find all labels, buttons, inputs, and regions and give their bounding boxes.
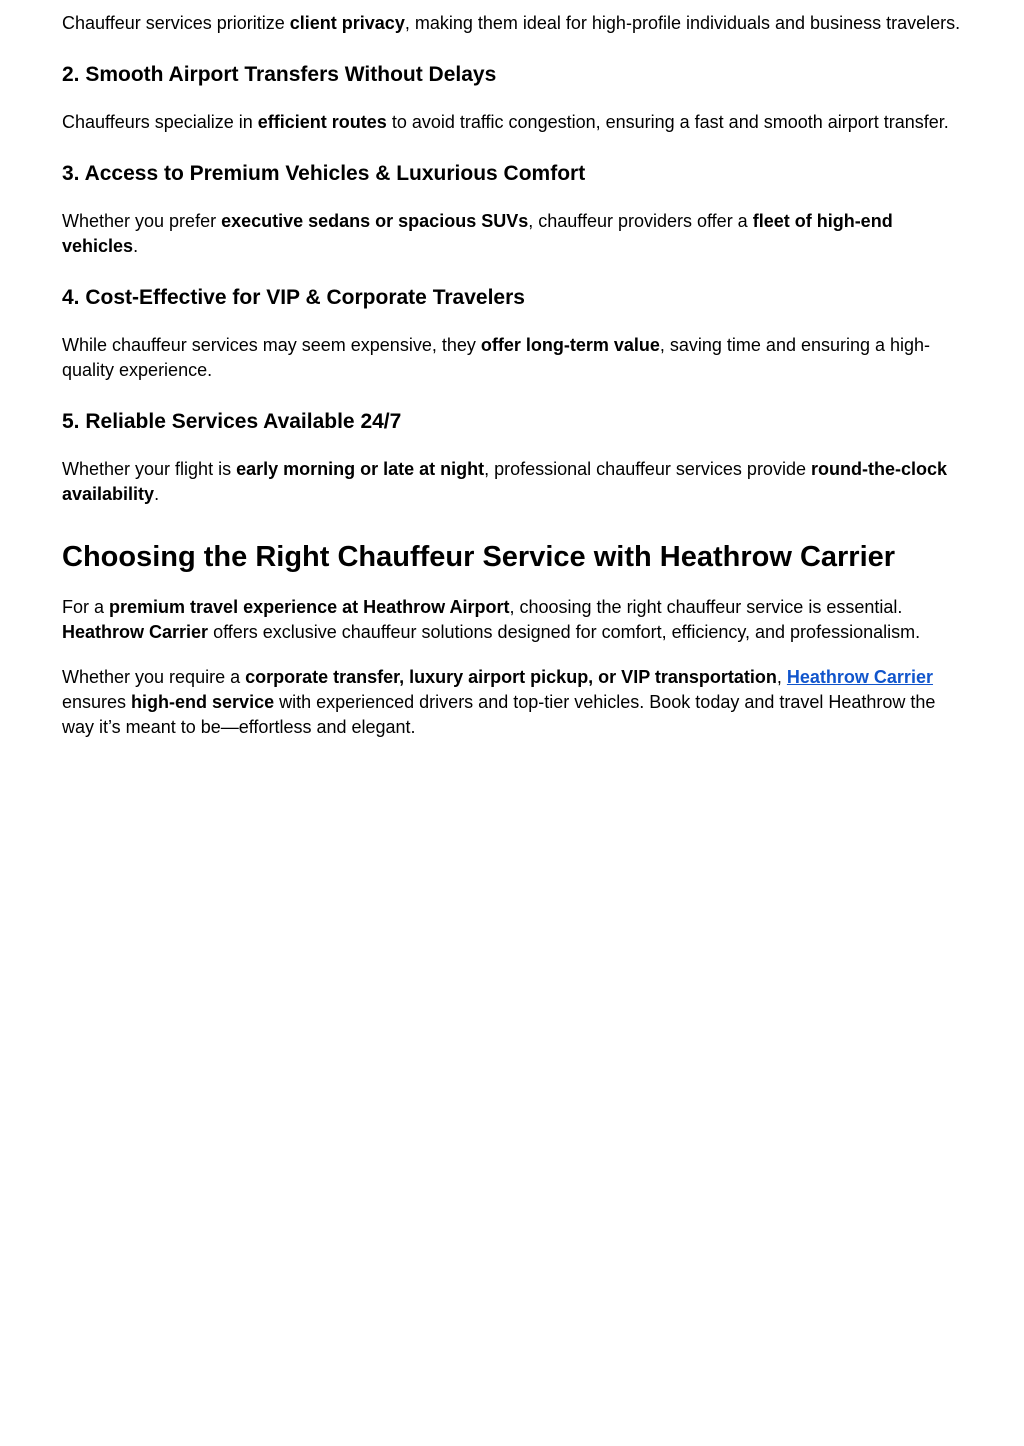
bold-run: Heathrow Carrier [62, 622, 209, 642]
text-run: Whether your flight is [62, 459, 237, 479]
section-heading-3: 3. Access to Premium Vehicles & Luxurious Comfort [62, 162, 586, 185]
text-run: , [776, 667, 787, 687]
text-run: . [154, 484, 160, 504]
section-paragraph-5 [62, 457, 962, 507]
intro-paragraph [62, 11, 962, 36]
section-heading-2: 2. Smooth Airport Transfers Without Delays [62, 63, 497, 86]
text-run: Whether you require a [62, 667, 246, 687]
text-run: Whether you prefer [62, 211, 222, 231]
text-run: , saving time and ensuring a high-quality experience. [62, 335, 931, 380]
text-run: For a [62, 597, 110, 617]
section-heading-5: 5. Reliable Services Available 24/7 [62, 410, 402, 433]
text-run: . [133, 236, 139, 256]
text-run: While chauffeur services may seem expensive, they [62, 335, 481, 355]
choosing-heading: Choosing the Right Chauffeur Service with Heathrow Carrier [62, 541, 896, 573]
choosing-paragraph-2 [62, 665, 962, 740]
document-body [62, 11, 962, 740]
section-heading-4: 4. Cost-Effective for VIP & Corporate Travelers [62, 286, 525, 309]
text-run: to avoid traffic congestion, ensuring a fast and smooth airport transfer. [386, 112, 949, 132]
choosing-paragraph-1 [62, 595, 962, 645]
bold-run: client privacy [289, 13, 405, 33]
text-run: , making them ideal for high-profile individuals and business travelers. [404, 13, 961, 33]
section-paragraph-4 [62, 333, 962, 383]
bold-run: fleet of high-end vehicles [62, 211, 893, 256]
bold-run: early morning or late at night [236, 459, 485, 479]
text-run: , choosing the right chauffeur service is essential. [509, 597, 903, 617]
text-run: offers exclusive chauffeur solutions designed for comfort, efficiency, and professionalism. [208, 622, 921, 642]
bold-run: efficient routes [257, 112, 387, 132]
heathrow-carrier-link[interactable]: Heathrow Carrier [786, 667, 933, 687]
bold-run: offer long-term value [480, 335, 660, 355]
text-run: Chauffeur services prioritize [62, 13, 290, 33]
text-run: , chauffeur providers offer a [528, 211, 753, 231]
text-run: Chauffeurs specialize in [62, 112, 258, 132]
bold-run: corporate transfer, luxury airport pickup, or VIP transportation [245, 667, 777, 687]
bold-run: high-end service [131, 692, 275, 712]
section-paragraph-3 [62, 209, 962, 259]
text-run: ensures [62, 692, 132, 712]
bold-run: premium travel experience at Heathrow Airport [109, 597, 510, 617]
section-paragraph-2 [62, 110, 962, 135]
bold-run: executive sedans or spacious SUVs [221, 211, 529, 231]
bold-run: round-the-clock availability [62, 459, 947, 504]
text-run: with experienced drivers and top-tier vehicles. Book today and travel Heathrow the way it’s meant to be—effortless and elegant. [62, 692, 936, 737]
text-run: , professional chauffeur services provide [484, 459, 811, 479]
